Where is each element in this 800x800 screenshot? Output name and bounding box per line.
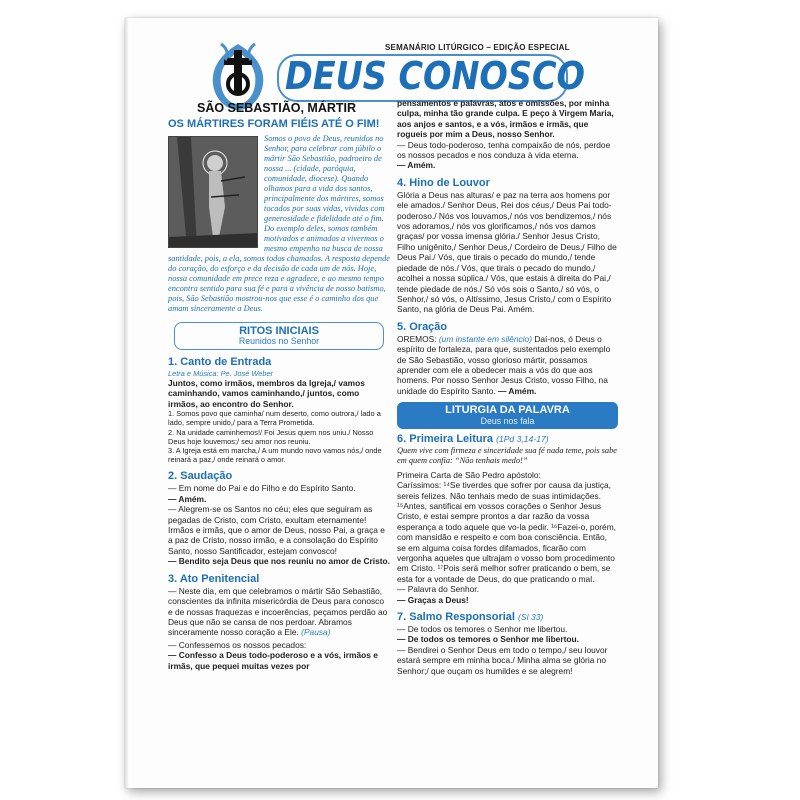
leitura-intro: Quem vive com firmeza e sinceridade sua fé nada teme, pois sabe em quem confia: “Não tenhais medo!” xyxy=(397,445,618,466)
ato-line-2: — Confessemos os nossos pecados: xyxy=(168,639,307,650)
saudacao-line-2: — Amém. xyxy=(168,493,207,504)
intro-block xyxy=(168,134,390,314)
kicker-text: SEMANÁRIO LITÚRGICO – EDIÇÃO ESPECIAL xyxy=(385,43,570,52)
leitura-ref: (1Pd 3,14-17) xyxy=(496,433,549,444)
canto-verse-1: 1. Somos povo que caminha/ num deserto, como outrora,/ lado a lado, sempre unido,/ para a Terra Prometida. xyxy=(168,409,381,428)
oracao-paragraph xyxy=(397,334,618,396)
intro-text: Somos o povo de Deus, reunidos no Senhor, para celebrar com júbilo o mártir São Sebastião, padroeiro de nossa ... (cidade, paróquia, comunidade, diocese). Quando olhamos para a vida dos santos, principalmente dos mártires, somos tocados por suas vidas, vividas com generosidade e fidelidade até o fim. Do exemplo deles, somos também motivados e animados a vivermos o mesmo empenho na busca de nossa santidade, pois, a ela, somos todos chamados. A resposta depende do coração, do esforço e da decisão de cada um de nós. Hoje, nossa comunidade em prece reza e agradece, e ao mesmo tempo encontra sentido para sua fé e para a vivência de nosso batismo, pois, São Sebastião mostrou-nos que esse é o caminho dos que amam sinceramente a Deus. xyxy=(168,134,391,313)
leitura-title: 6. Primeira Leitura xyxy=(397,432,493,445)
canto-refrain: Juntos, como irmãos, membros da Igreja,/ vamos caminhando, vamos caminhando,/ juntos, como irmãos, ao encontro do Senhor. xyxy=(168,378,365,409)
ritos-iniciais-box xyxy=(174,322,384,350)
absolution-text: — Deus todo-poderoso, tenha compaixão de nós, perdoe os nossos pecados e nos conduza à vida eterna. xyxy=(397,139,611,161)
leitura-end: — Palavra do Senhor. xyxy=(397,584,479,595)
saudacao-line-3: — Alegrem-se os Santos no céu; eles que seguiram as pegadas de Cristo, com Cristo, exultam eternamente! Irmãos e irmãs, que o amor de Deus, nosso Pai, a graça e a paz de Cristo, nosso irmão, e a consolação do Espírito Santo, nosso Santificador, estejam convosco! xyxy=(168,504,385,556)
liturgia-box xyxy=(397,402,618,429)
saudacao-title: 2. Saudação xyxy=(168,470,233,483)
salmo-line-2: — De todos os temores o Senhor me libertou. xyxy=(397,634,579,645)
saint-name: SÃO SEBASTIÃO, MÁRTIR xyxy=(197,101,357,115)
salmo-heading xyxy=(397,611,618,624)
hino-text: Glória a Deus nas alturas/ e paz na terra aos homens por ele amados./ Senhor Deus, Rei dos céus,/ Deus Pai todo-poderoso./ Nós vos louvamos,/ nós vos bendizemos,/ nós vos adoramos,/ nós vos glorificamos,/ nós vos damos graças/ por vossa imensa glória./ Senhor Jesus Cristo, Filho unigênito,/ Senhor Deus,/ Cordeiro de Deus,/ Filho de Deus Pai./ Vós, que tirais o pecado do mundo,/ tende piedade de nós./ Vós, que tirais o pecado do mundo,/ acolhei a nossa súplica./ Vós, que estais à direita do Pai,/ tende piedade de nós./ Só vós sois o Santo,/ só vós, o Senhor,/ só vós, o Altíssimo, Jesus Cristo,/ com o Espírito Santo, na glória de Deus Pai. Amém. xyxy=(397,189,617,315)
oracao-text: Daí-nos, ó Deus o espírito de fortaleza, para que, sustentados pelo exemplo de São Sebastião, vosso glorioso mártir, possamos aprender com ele a obedecer mais a vós do que aos homens. Por nosso Senhor Jesus Cristo, vosso Filho, na unidade do Espírito Santo. xyxy=(397,333,611,396)
saint-sebastian-image xyxy=(168,136,258,248)
ato-penitencial-title: 3. Ato Penitencial xyxy=(168,572,260,585)
headline: OS MÁRTIRES FORAM FIÉIS ATÉ O FIM! xyxy=(168,118,380,130)
salmo-line-3: — Bendirei o Senhor Deus em todo o tempo,/ seu louvor estará sempre em minha boca./ Minha alma se glória no Senhor;/ que ouçam os humildes e se alegrem! xyxy=(397,644,608,676)
leitura-body: Caríssimos: ¹⁴Se tiverdes que sofrer por causa da justiça, sereis felizes. Não tenhais medo de suas intimidações. ¹⁵Antes, santificai em vossos corações o Senhor Jesus Cristo, e estai sempre prontos a dar razão da vossa esperança a todo aquele que vo-la pedir. ¹⁶Fazei-o, porém, com mansidão e respeito e com boa consciência. Então, se em alguma coisa fordes difamados, ficarão com vergonha aqueles que ultrajam o vosso bom procedimento em Cristo. ¹⁷Pois será melhor sofrer praticando o bem, se esta for a vontade de Deus, do que praticando o mal. xyxy=(397,480,617,584)
liturgia-title: LITURGIA DA PALAVRA xyxy=(445,404,570,417)
oracao-lead: OREMOS: xyxy=(397,333,437,344)
ritos-title: RITOS INICIAIS xyxy=(239,325,319,337)
ato-line-1 xyxy=(168,586,390,638)
ato-pausa: (Pausa) xyxy=(301,627,331,638)
canto-verse-3: 3. A Igreja está em marcha,/ A um mundo novo vamos nós,/ onde reinará a paz,/ onde reinará o amor. xyxy=(168,446,382,465)
hino-title: 4. Hino de Louvor xyxy=(397,176,490,189)
left-column xyxy=(168,118,390,671)
ritos-subtitle: Reunidos no Senhor xyxy=(238,336,320,347)
canto-verse-2: 2. Na unidade caminhemos!/ Foi Jesus quem nos uniu./ Nosso Deus hoje louvemos;/ seu amor nos reuniu. xyxy=(168,427,374,446)
leitura-response: — Graças a Deus! xyxy=(397,594,469,605)
salmo-ref: (Sl 33) xyxy=(518,612,544,623)
liturgia-subtitle: Deus nos fala xyxy=(480,415,535,426)
leitura-source: Primeira Carta de São Pedro apóstolo: xyxy=(397,469,541,480)
ato-line-1-text: — Neste dia, em que celebramos o mártir São Sebastião, conscientes da infinita misericórdia de Deus para conosco e de nossas fraquezas e incoerências, peçamos perdão ao Deus que não se cansa de nos perdoar. Abramos sinceramente nosso coração a Ele. xyxy=(168,585,388,638)
saudacao-line-4: — Bendito seja Deus que nos reuniu no amor de Cristo. xyxy=(168,556,390,567)
canto-credit: Letra e Música: Pe. José Weber xyxy=(168,368,274,378)
saudacao-line-1: — Em nome do Pai e do Filho e do Espírito Santo. xyxy=(168,483,356,494)
oracao-note: (um instante em silêncio) xyxy=(438,333,532,344)
oracao-amen: — Amém. xyxy=(498,385,537,396)
confiteor-continuation: pensamentos e palavras, atos e omissões, por minha culpa, minha tão grande culpa. E peço à Virgem Maria, aos anjos e santos, e a vós, irmãos e irmãs, que rogueis por mim a Deus, nosso Senhor. xyxy=(397,98,614,140)
right-column xyxy=(397,98,618,676)
oracao-title: 5. Oração xyxy=(397,320,448,333)
salmo-title: 7. Salmo Responsorial xyxy=(397,611,515,624)
absolution-amen: — Amém. xyxy=(397,160,436,171)
ato-line-3: — Confesso a Deus todo-poderoso e a vós, irmãos e irmãs, que pequei muitas vezes por xyxy=(168,650,378,671)
page-title: DEUS CONOSCO xyxy=(285,54,585,98)
leaflet-page xyxy=(125,18,658,788)
canto-title: 1. Canto de Entrada xyxy=(168,355,272,368)
page-spine xyxy=(125,18,129,788)
salmo-line-1: — De todos os temores o Senhor me libertou. xyxy=(397,624,568,635)
leitura-heading xyxy=(397,433,618,446)
